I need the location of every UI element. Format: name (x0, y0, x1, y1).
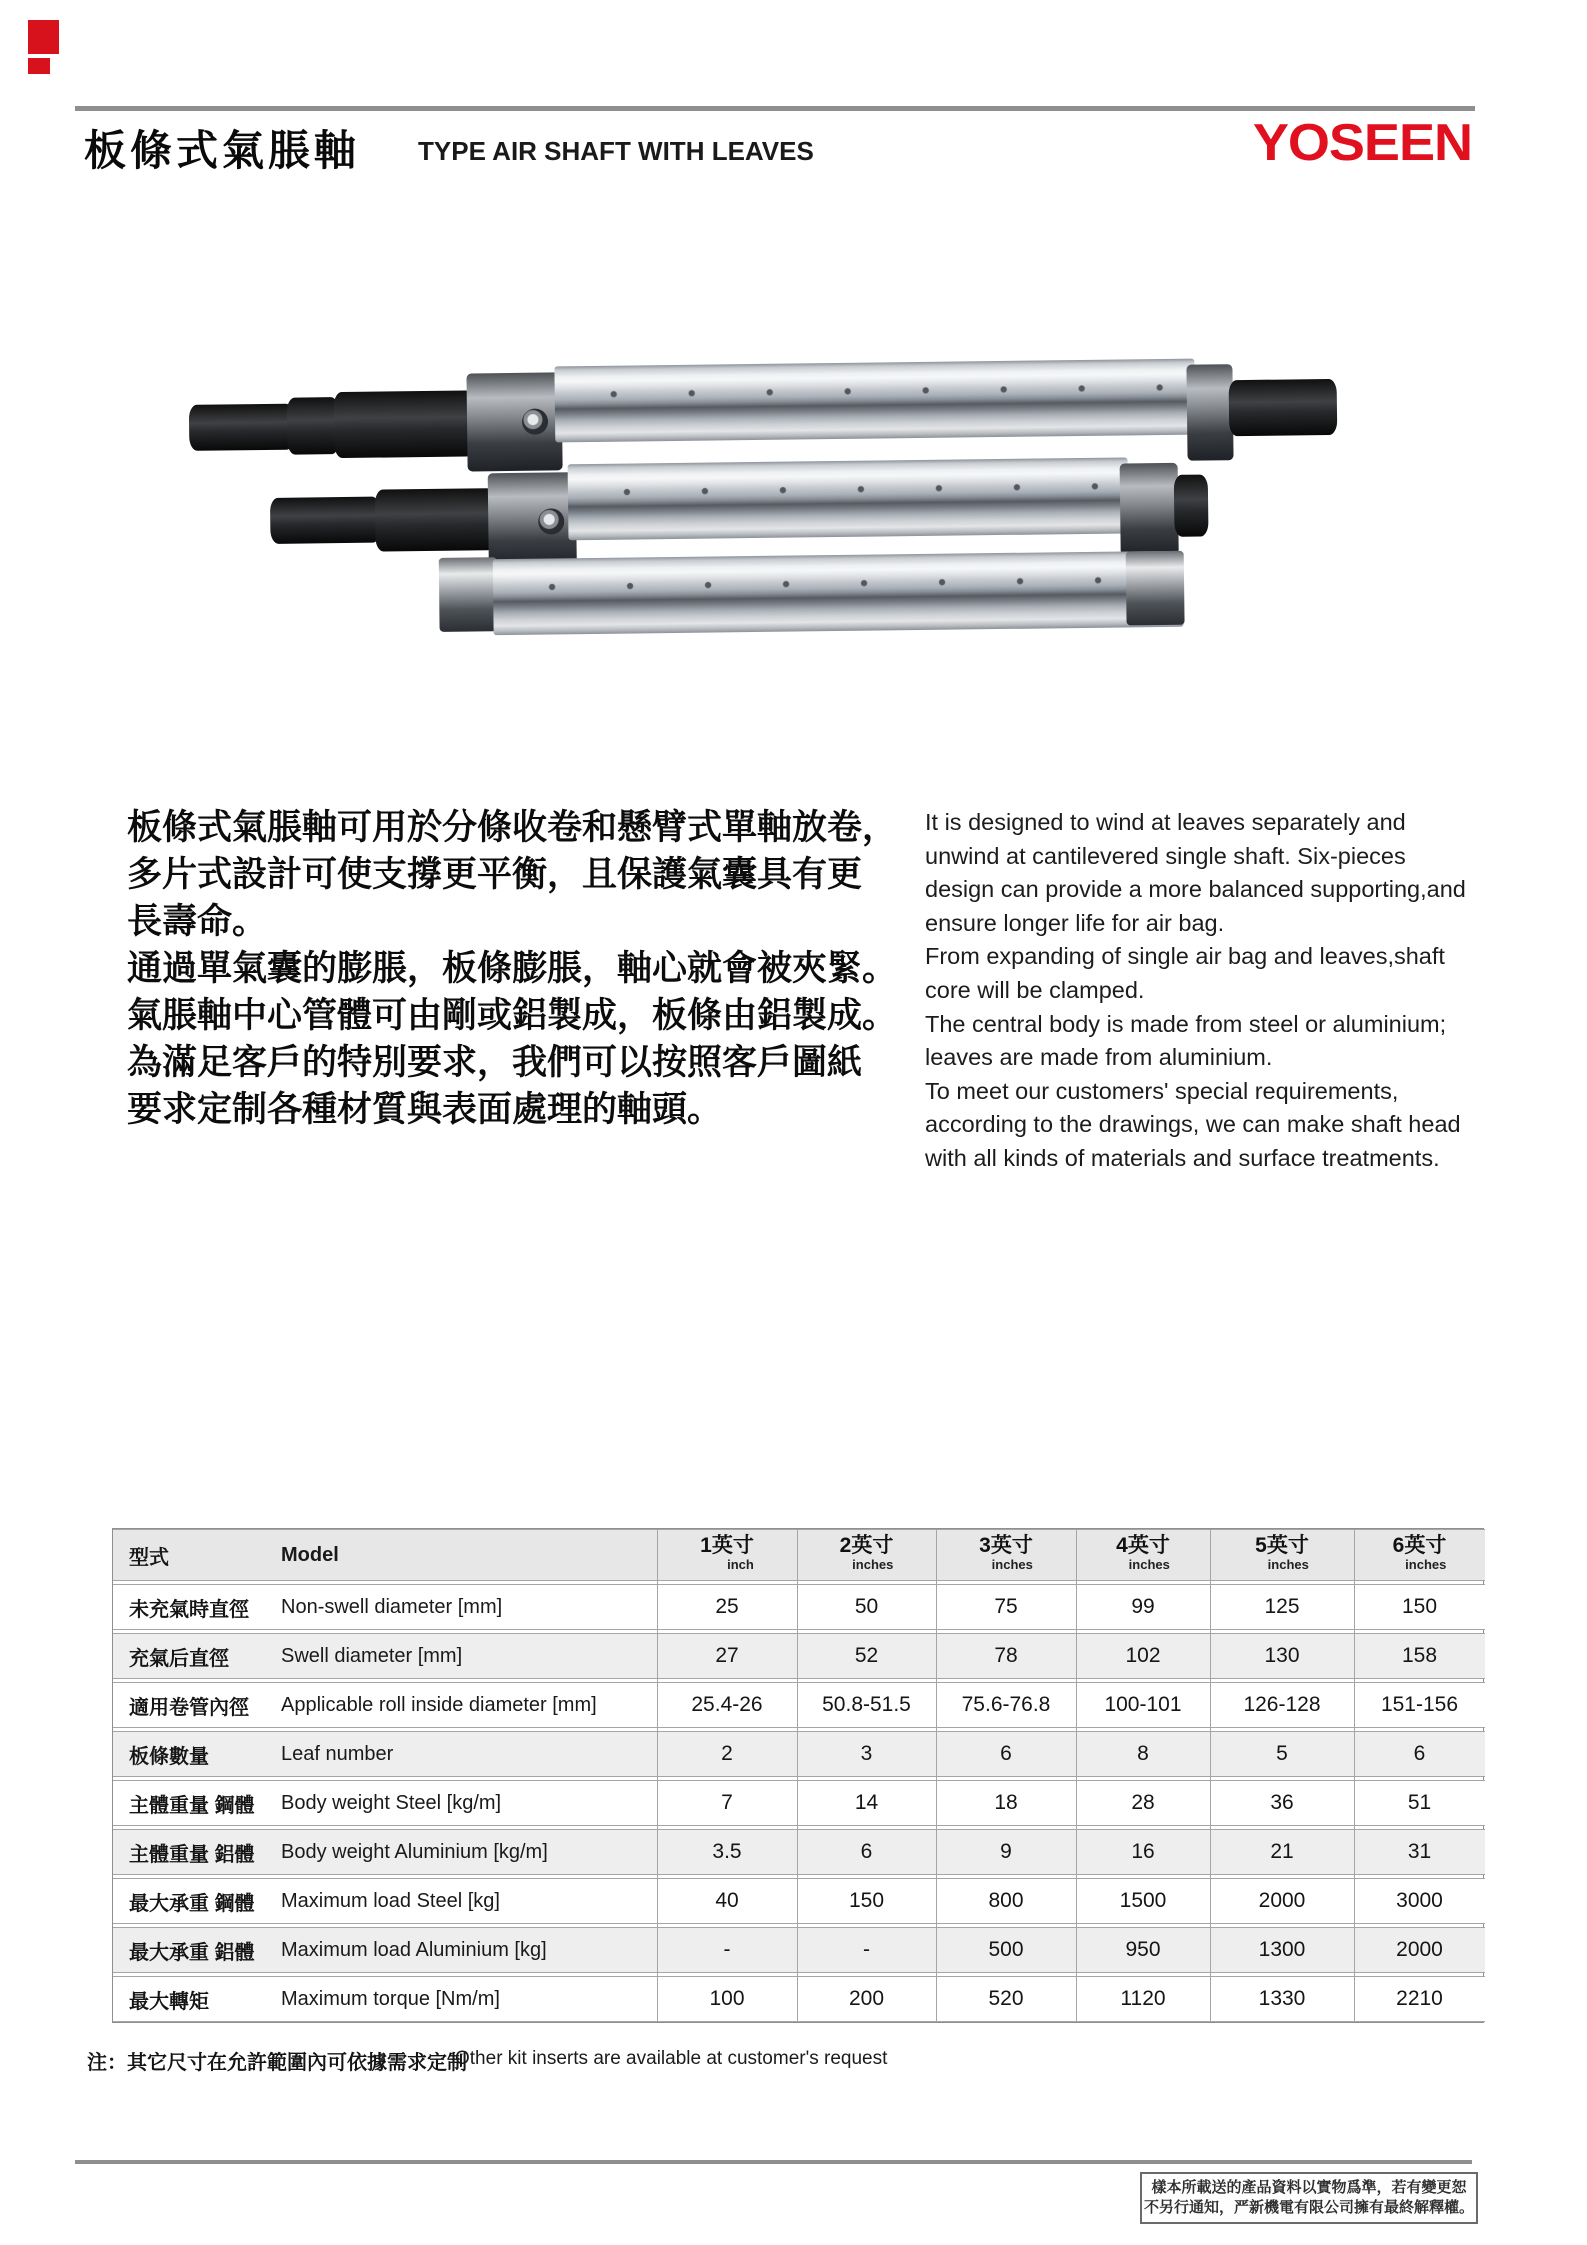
footer-line-2: 不另行通知，严新機電有限公司擁有最終解釋權。 (1143, 2199, 1474, 2216)
shaft-collar-right (1186, 364, 1233, 461)
size-label-en: inches (1267, 1556, 1309, 1572)
row-label-zh: 未充氣時直徑 (129, 1598, 249, 1621)
value-cell: 14 (797, 1780, 936, 1826)
row-label-en: Maximum torque [Nm/m] (281, 1987, 500, 2010)
size-label-zh: 2英寸 (839, 1534, 894, 1558)
intro-zh-line: 多片式設計可使支撐更平衡，且保護氣囊具有更 (127, 855, 863, 894)
value-cell: 50 (797, 1584, 936, 1630)
intro-en-line: with all kinds of materials and surface treatments. (925, 1144, 1440, 1171)
row-label-zh: 適用卷管內徑 (129, 1696, 249, 1719)
value-cell: 2 (657, 1731, 797, 1777)
product-photo (170, 360, 1340, 635)
value-cell: 6 (797, 1829, 936, 1875)
row-label-en: Swell diameter [mm] (281, 1644, 463, 1667)
value-cell: 50.8-51.5 (797, 1682, 936, 1728)
intro-zh-line: 要求定制各種材質與表面處理的軸頭。 (127, 1090, 723, 1129)
table-row (113, 1731, 1485, 1777)
shaft-collar (488, 472, 577, 567)
value-cell: 150 (797, 1878, 936, 1924)
table-row (113, 1633, 1485, 1679)
value-cell: 8 (1076, 1731, 1210, 1777)
value-cell: 2210 (1354, 1976, 1485, 2022)
header-size-cell (1210, 1529, 1354, 1581)
intro-zh-line: 長壽命。 (127, 902, 268, 941)
value-cell: 1330 (1210, 1976, 1354, 2022)
value-cell: 1500 (1076, 1878, 1210, 1924)
size-label-en: inches (991, 1556, 1033, 1572)
header-rule (75, 106, 1475, 111)
shaft-journal-tip (189, 404, 295, 451)
intro-paragraph-zh (127, 804, 897, 1133)
footnote-en: Other kit inserts are available at customer's request (455, 2048, 888, 2069)
air-valve-bolt (522, 409, 548, 435)
value-cell: 27 (657, 1633, 797, 1679)
value-cell: 100 (657, 1976, 797, 2022)
air-shaft-rollers (168, 353, 1341, 642)
value-cell: 40 (657, 1878, 797, 1924)
value-cell: 21 (1210, 1829, 1354, 1875)
size-label-zh: 5英寸 (1255, 1534, 1309, 1558)
intro-en-line: unwind at cantilevered single shaft. Six-pieces (925, 842, 1406, 869)
value-cell: 2000 (1210, 1878, 1354, 1924)
air-valve-bolt (538, 508, 564, 534)
header-model-en: Model (281, 1543, 339, 1566)
value-cell: 75 (936, 1584, 1076, 1630)
row-label-en: Applicable roll inside diameter [mm] (281, 1693, 597, 1716)
footnote-zh: 注：其它尺寸在允許範圍內可依據需求定制 (87, 2052, 467, 2074)
intro-en-line: core will be clamped. (925, 976, 1145, 1003)
shaft-journal-main (375, 488, 496, 551)
row-label-zh: 最大承重 鋁體 (129, 1941, 255, 1964)
value-cell: 9 (936, 1829, 1076, 1875)
row-label-en: Maximum load Steel [kg] (281, 1889, 500, 1912)
intro-en-line: design can provide a more balanced supporting,and (925, 876, 1466, 903)
intro-zh-line: 板條式氣脹軸可用於分條收卷和懸臂式單軸放卷， (127, 808, 898, 847)
spec-table (113, 1526, 1485, 2025)
footer-disclaimer-box (1140, 2172, 1478, 2224)
intro-en-line: The central body is made from steel or aluminium; (925, 1010, 1447, 1037)
roller-body (568, 457, 1129, 540)
size-label-zh: 1英寸 (700, 1534, 754, 1558)
value-cell: 2000 (1354, 1927, 1485, 1973)
value-cell: - (797, 1927, 936, 1973)
intro-zh-line: 氣脹軸中心管體可由剛或鋁製成，板條由鋁製成。 (127, 996, 898, 1035)
spec-table-wrap (112, 1528, 1484, 2023)
brand-logo: YOSEEN (1252, 114, 1472, 172)
header-size-cell (1354, 1529, 1485, 1581)
intro-zh-line: 為滿足客戶的特別要求，我們可以按照客戶圖紙 (127, 1043, 863, 1082)
value-cell: 31 (1354, 1829, 1485, 1875)
value-cell: 7 (657, 1780, 797, 1826)
size-label-en: inches (852, 1556, 894, 1572)
roller-body (493, 551, 1184, 635)
value-cell: 102 (1076, 1633, 1210, 1679)
intro-en-line: From expanding of single air bag and leaves,shaft (925, 943, 1445, 970)
value-cell: 5 (1210, 1731, 1354, 1777)
value-cell: 51 (1354, 1780, 1485, 1826)
table-row (113, 1927, 1485, 1973)
size-label-zh: 6英寸 (1392, 1534, 1447, 1558)
value-cell: 151-156 (1354, 1682, 1485, 1728)
value-cell: 130 (1210, 1633, 1354, 1679)
page-title-en: TYPE AIR SHAFT WITH LEAVES (418, 136, 814, 166)
value-cell: 3000 (1354, 1878, 1485, 1924)
header-size-cell (1076, 1529, 1210, 1581)
row-label-en: Leaf number (281, 1742, 394, 1765)
value-cell: 25.4-26 (657, 1682, 797, 1728)
header-model-zh: 型式 (129, 1546, 169, 1569)
shaft-journal-right (1229, 379, 1338, 436)
row-label-cell (113, 1780, 657, 1826)
row-label-cell (113, 1731, 657, 1777)
end-cap-right (1174, 474, 1209, 536)
shaft-journal-main (334, 390, 475, 458)
value-cell: 800 (936, 1878, 1076, 1924)
row-label-cell (113, 1878, 657, 1924)
table-row (113, 1780, 1485, 1826)
chrome-end-cap-left (439, 557, 498, 632)
value-cell: 1120 (1076, 1976, 1210, 2022)
value-cell: 3.5 (657, 1829, 797, 1875)
row-label-zh: 主體重量 鋁體 (129, 1843, 255, 1866)
table-row (113, 1682, 1485, 1728)
value-cell: 1300 (1210, 1927, 1354, 1973)
corner-red-mark (28, 20, 59, 54)
header-size-cell (936, 1529, 1076, 1581)
value-cell: 16 (1076, 1829, 1210, 1875)
value-cell: 99 (1076, 1584, 1210, 1630)
header-model-cell (113, 1529, 657, 1581)
roller-holes (575, 383, 1183, 399)
intro-en-line: according to the drawings, we can make shaft head (925, 1111, 1461, 1138)
roller-holes (588, 482, 1116, 497)
value-cell: 75.6-76.8 (936, 1682, 1076, 1728)
intro-zh-line: 通過單氣囊的膨脹，板條膨脹，軸心就會被夾緊。 (127, 949, 898, 988)
shaft-journal-step (287, 397, 340, 455)
table-row (113, 1976, 1485, 2022)
intro-en-line: To meet our customers' special requirements, (925, 1077, 1399, 1104)
size-label-en: inches (1405, 1556, 1447, 1572)
value-cell: 36 (1210, 1780, 1354, 1826)
value-cell: 950 (1076, 1927, 1210, 1973)
value-cell: 52 (797, 1633, 936, 1679)
value-cell: 200 (797, 1976, 936, 2022)
value-cell: 6 (936, 1731, 1076, 1777)
row-label-zh: 充氣后直徑 (129, 1647, 229, 1670)
size-label-en: inches (1128, 1556, 1170, 1572)
intro-en-line: ensure longer life for air bag. (925, 909, 1225, 936)
row-label-en: Non-swell diameter [mm] (281, 1595, 503, 1618)
row-label-zh: 板條數量 (129, 1745, 209, 1768)
size-label-zh: 3英寸 (979, 1534, 1033, 1558)
row-label-cell (113, 1927, 657, 1973)
table-row (113, 1878, 1485, 1924)
value-cell: 126-128 (1210, 1682, 1354, 1728)
row-label-cell (113, 1633, 657, 1679)
row-label-en: Body weight Steel [kg/m] (281, 1791, 502, 1814)
shaft-journal-tip (270, 497, 381, 544)
row-label-zh: 主體重量 鋼體 (129, 1794, 255, 1817)
value-cell: 100-101 (1076, 1682, 1210, 1728)
value-cell: 125 (1210, 1584, 1354, 1630)
table-row (113, 1829, 1485, 1875)
shaft-collar (466, 372, 562, 471)
header-size-cell (797, 1529, 936, 1581)
row-label-en: Maximum load Aluminium [kg] (281, 1938, 547, 1961)
intro-paragraph-en (925, 806, 1466, 1176)
value-cell: 3 (797, 1731, 936, 1777)
size-label-en: inch (727, 1556, 754, 1572)
row-label-en: Body weight Aluminium [kg/m] (281, 1840, 548, 1863)
table-header-row (113, 1529, 1485, 1581)
intro-en-line: leaves are made from aluminium. (925, 1044, 1273, 1071)
row-label-cell (113, 1976, 657, 2022)
roller-body (554, 359, 1195, 443)
row-label-cell (113, 1829, 657, 1875)
value-cell: 500 (936, 1927, 1076, 1973)
row-label-zh: 最大承重 鋼體 (129, 1892, 255, 1915)
value-cell: 18 (936, 1780, 1076, 1826)
footer-rule (75, 2160, 1472, 2164)
row-label-zh: 最大轉矩 (129, 1990, 209, 2013)
value-cell: - (657, 1927, 797, 1973)
corner-red-mark-small (28, 58, 50, 74)
intro-en-line: It is designed to wind at leaves separately and (925, 809, 1406, 835)
value-cell: 6 (1354, 1731, 1485, 1777)
value-cell: 158 (1354, 1633, 1485, 1679)
value-cell: 25 (657, 1584, 797, 1630)
roller-holes (513, 575, 1171, 592)
value-cell: 28 (1076, 1780, 1210, 1826)
header-size-cell (657, 1529, 797, 1581)
row-label-cell (113, 1584, 657, 1630)
row-label-cell (113, 1682, 657, 1728)
value-cell: 150 (1354, 1584, 1485, 1630)
footer-line-1: 樣本所載送的產品資料以實物爲準，若有變更恕 (1151, 2179, 1467, 2196)
chrome-end-cap-right (1126, 551, 1185, 626)
value-cell: 520 (936, 1976, 1076, 2022)
roller-1 (168, 353, 1338, 367)
shaft-collar-right (1120, 463, 1179, 556)
table-row (113, 1584, 1485, 1630)
value-cell: 78 (936, 1633, 1076, 1679)
page-title-zh: 板條式氣脹軸 (84, 127, 361, 174)
size-label-zh: 4英寸 (1116, 1534, 1170, 1558)
